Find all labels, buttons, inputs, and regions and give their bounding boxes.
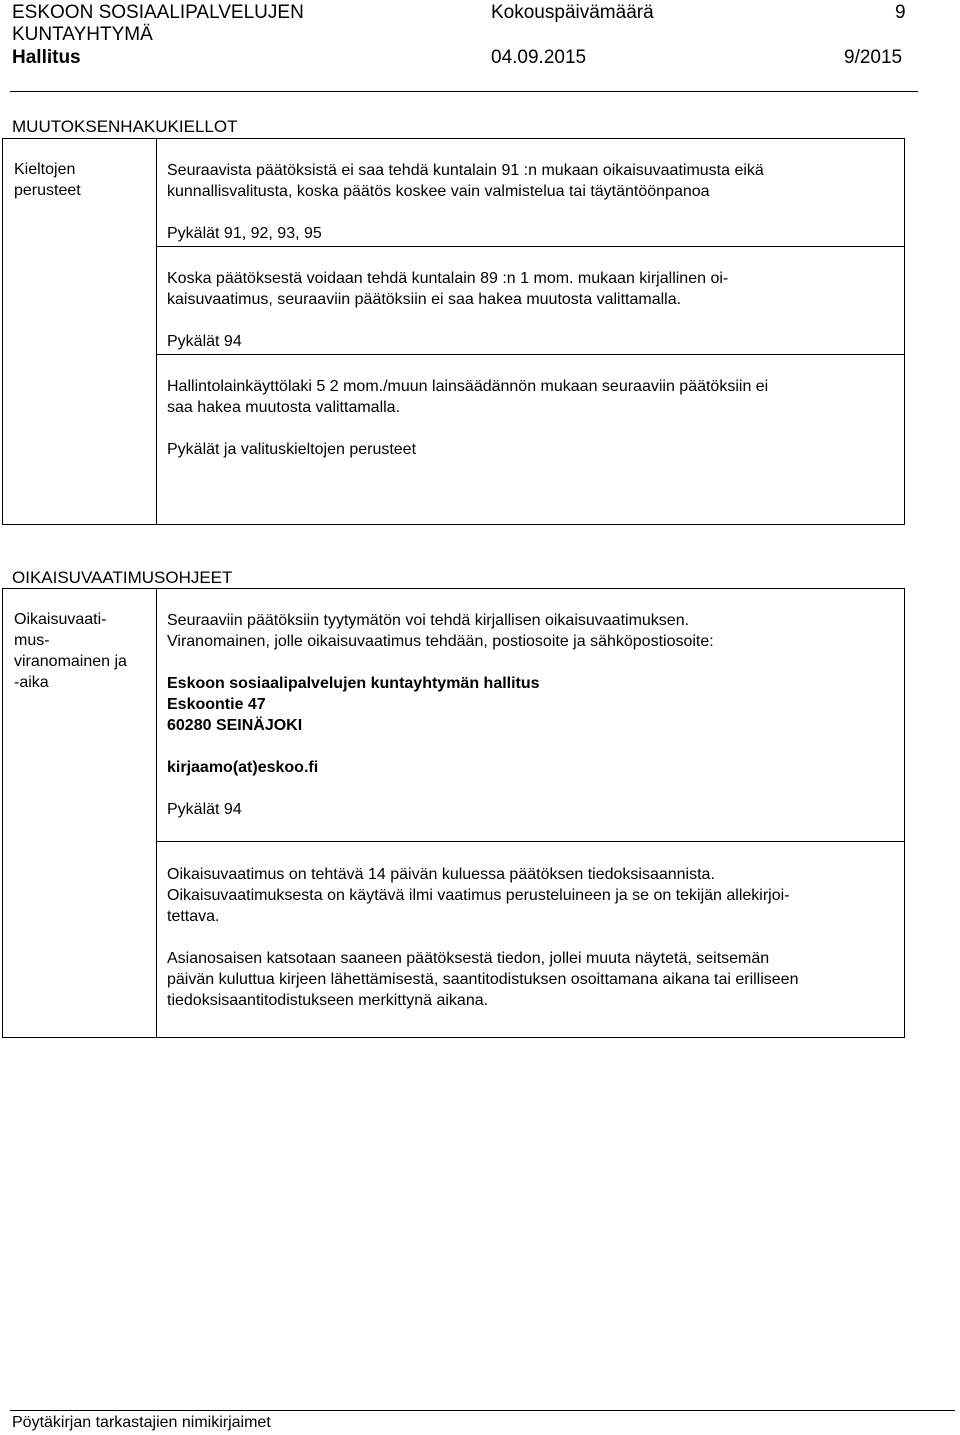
header-divider <box>10 91 918 92</box>
page-number: 9 <box>895 2 906 23</box>
authority-street: Eskoontie 47 <box>167 696 266 713</box>
meeting-date: 04.09.2015 <box>491 47 587 68</box>
authority-city: 60280 SEINÄJOKI <box>167 717 303 734</box>
restrictions-content <box>157 139 905 525</box>
signature-label: Pöytäkirjan tarkastajien nimikirjaimet <box>12 1414 271 1431</box>
restrictions-table <box>2 138 905 525</box>
restriction-block: Hallintolainkäyttölaki 5 2 mom./muun lainsäädännön mukaan seuraaviin päätöksiin ei saa hakea muutosta valittamalla. Pykälät ja valituskieltojen perusteet <box>157 354 904 524</box>
authority-email: kirjaamo(at)eskoo.fi <box>167 759 319 776</box>
restrictions-title: MUUTOKSENHAKUKIELLOT <box>12 117 238 136</box>
restriction-sections: Pykälät ja valituskieltojen perusteet <box>167 441 417 458</box>
restrictions-label: Kieltojen perusteet <box>3 139 157 525</box>
organization-name-line1: ESKOON SOSIAALIPALVELUJEN <box>12 2 304 23</box>
date-label: Kokouspäivämäärä <box>491 2 654 23</box>
authority-name: Eskoon sosiaalipalvelujen kuntayhtymän hallitus <box>167 675 540 692</box>
appeal-sections: Pykälät 94 <box>167 801 242 818</box>
organization-name-line2: KUNTAYHTYMÄ <box>12 24 153 45</box>
footer-divider <box>10 1410 955 1411</box>
appeal-title: OIKAISUVAATIMUSOHJEET <box>12 568 233 587</box>
body-name: Hallitus <box>12 47 81 68</box>
appeal-deadline-block: Oikaisuvaatimus on tehtävä 14 päivän kuluessa päätöksen tiedoksisaannista. Oikaisuvaatimuksesta on käytävä ilmi vaatimus perusteluineen ja se on tekijän allekirjoi- tettava. Asianosaisen katsotaan saaneen päätöksestä tiedon, jollei muuta näytetä, seitsemän päivän kuluttua kirjeen lähettämisestä, saantitodistuksen osoittamana aikana tai erilliseen tiedoksisaantitodistukseen merkittynä aikana. <box>157 841 904 1037</box>
appeal-intro: Seuraaviin päätöksiin tyytymätön voi tehdä kirjallisen oikaisuvaatimuksen. <box>167 612 690 629</box>
restriction-sections: Pykälät 94 <box>167 333 242 350</box>
meeting-number: 9/2015 <box>844 47 903 68</box>
appeal-table <box>2 588 905 1038</box>
restriction-block: Koska päätöksestä voidaan tehdä kuntalain 89 :n 1 mom. mukaan kirjallinen oi- kaisuvaatimus, seuraaviin päätöksiin ei saa hakea muutosta valittamalla. Pykälät 94 <box>157 246 904 354</box>
restriction-sections: Pykälät 91, 92, 93, 95 <box>167 225 322 242</box>
restriction-block: Seuraavista päätöksistä ei saa tehdä kuntalain 91 :n mukaan oikaisuvaatimusta eikä kunnallisvalitusta, koska päätös koskee vain valmistelua tai täytäntöönpanoa Pykälät 91, 92, 93, 95 <box>157 139 904 246</box>
appeal-content <box>157 589 905 1038</box>
appeal-label: Oikaisuvaati- mus- viranomainen ja -aika <box>3 589 157 1038</box>
appeal-authority-block: Seuraaviin päätöksiin tyytymätön voi tehdä kirjallisen oikaisuvaatimuksen. Viranomainen, jolle oikaisuvaatimus tehdään, postiosoite ja sähköpostiosoite: Eskoon sosiaalipalvelujen kuntayhtymän hallitus Eskoontie 47 60280 SEINÄJOKI kirjaamo(at)eskoo.fi Pykälät 94 <box>157 589 904 841</box>
